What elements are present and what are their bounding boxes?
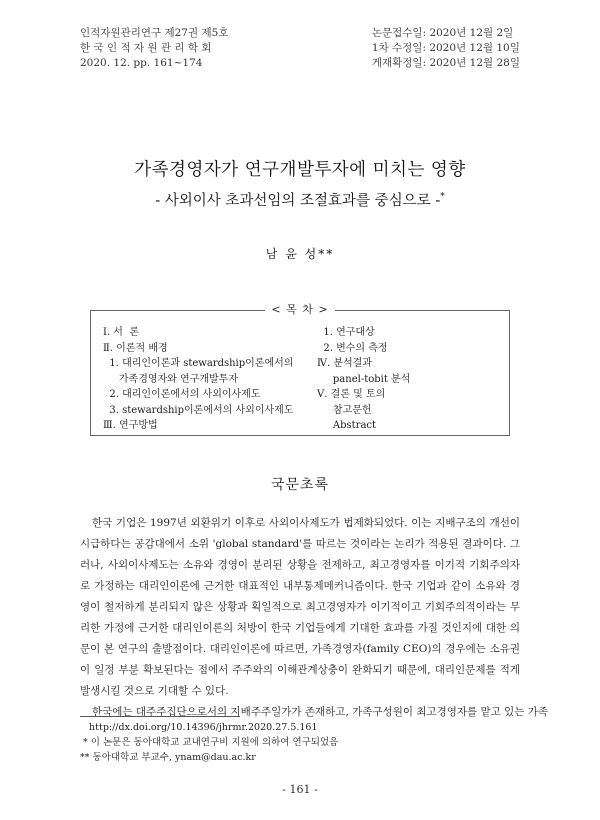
toc-item: 1. 연구대상 <box>317 327 375 338</box>
toc-left-column <box>103 325 293 434</box>
toc-item: Ⅱ. 이론적 배경 <box>103 342 168 354</box>
author-name: 남 윤 성** <box>265 247 335 261</box>
abstract-heading: 국문초록 <box>270 477 330 493</box>
toc-item: 3. stewardship이론에서의 사외이사제도 <box>103 404 294 416</box>
toc-item: panel-tobit 분석 <box>317 373 411 385</box>
toc-item: Ⅰ. 서 론 <box>103 327 139 338</box>
paper-title: 가족경영자가 연구개발투자에 미치는 영향 <box>134 160 466 180</box>
toc-heading: < 목 차 > <box>91 303 509 317</box>
author-affiliation-note: ** 동아대학교 부교수, ynam@dau.ac.kr <box>80 752 256 763</box>
toc-item: Ⅲ. 연구방법 <box>103 420 158 431</box>
paper-subtitle <box>0 189 600 210</box>
footnotes <box>80 720 338 765</box>
subtitle-footnote-marker: * <box>440 192 445 203</box>
toc-right-column <box>317 325 410 434</box>
toc-item: 1. 대리인이론과 stewardship이론에서의 <box>103 358 294 369</box>
journal-name: 인적자원관리연구 제27권 제5호 <box>80 27 229 39</box>
revised-date: 1차 수정일: 2020년 12월 10일 <box>371 42 520 54</box>
table-of-contents <box>90 303 510 436</box>
funding-note: * 이 논문은 동아대학교 교내연구비 지원에 의하여 연구되었음 <box>80 737 339 748</box>
toc-item: 참고문헌 <box>317 404 372 416</box>
society-name: 한 국 인 적 자 원 관 리 학 회 <box>80 42 212 54</box>
abstract-paragraph: 한국 기업은 1997년 외환위기 이후로 사외이사제도가 법제화되었다. 이는 지배구조의 개선이 시급하다는 공감대에서 소위 'global standard'를 따르는 것이라는 논리가 적용된 결과이다. 그러나, 사외이사제도는 소유와 경영이 분리된 상황을 전제하고, 최고경영자를 이기적 기회주의자로 가정하는 대리인이론에 근거한 대표적인 내부통제메커니즘이다. 한국 기업과 같이 소유와 경영이 철저하게 분리되지 않은 상황과 획일적으로 최고경영자가 이기적이고 기회주의적이라는 무리한 가정에 근거한 대리인이론의 처방이 한국 기업들에게 기대한 효과를 가질 것인지에 대한 의문이 본 연구의 출발점이다. 대리인이론에 따르면, 가족경영자(family CEO)의 경우에는 소유권이 일정 부분 확보된다는 점에서 주주와의 이해관계상충이 완화되기 때문에, 대리인문제를 적게 발생시킬 것으로 기대할 수 있다. <box>80 517 520 697</box>
accepted-date: 게재확정일: 2020년 12월 28일 <box>371 57 520 69</box>
footnote-divider <box>80 716 240 717</box>
toc-item: 2. 변수의 측정 <box>317 342 388 354</box>
doi-link[interactable]: http://dx.doi.org/10.14396/jhrmr.2020.27.5.161 <box>80 722 318 733</box>
abstract-body <box>80 513 549 723</box>
received-date: 논문접수일: 2020년 12월 2일 <box>371 27 514 39</box>
toc-item: Ⅳ. 분석결과 <box>317 358 372 369</box>
toc-item: Abstract <box>317 420 377 431</box>
page-number: - 161 - <box>282 783 318 796</box>
toc-item: 2. 대리인이론에서의 사외이사제도 <box>103 389 261 400</box>
subtitle-text: - 사외이사 초과선임의 조절효과를 중심으로 - <box>155 193 441 209</box>
issue-pages: 2020. 12. pp. 161~174 <box>80 57 203 69</box>
submission-dates <box>372 26 520 71</box>
toc-item: 가족경영자와 연구개발투자 <box>103 373 238 385</box>
toc-item: Ⅴ. 결론 및 토의 <box>317 389 386 400</box>
journal-info <box>80 26 228 71</box>
abstract-paragraph: 한국에는 대주주집단으로서의 지배주주일가가 존재하고, 가족구성원이 최고경영자를 맡고 있는 가족 <box>92 706 549 718</box>
